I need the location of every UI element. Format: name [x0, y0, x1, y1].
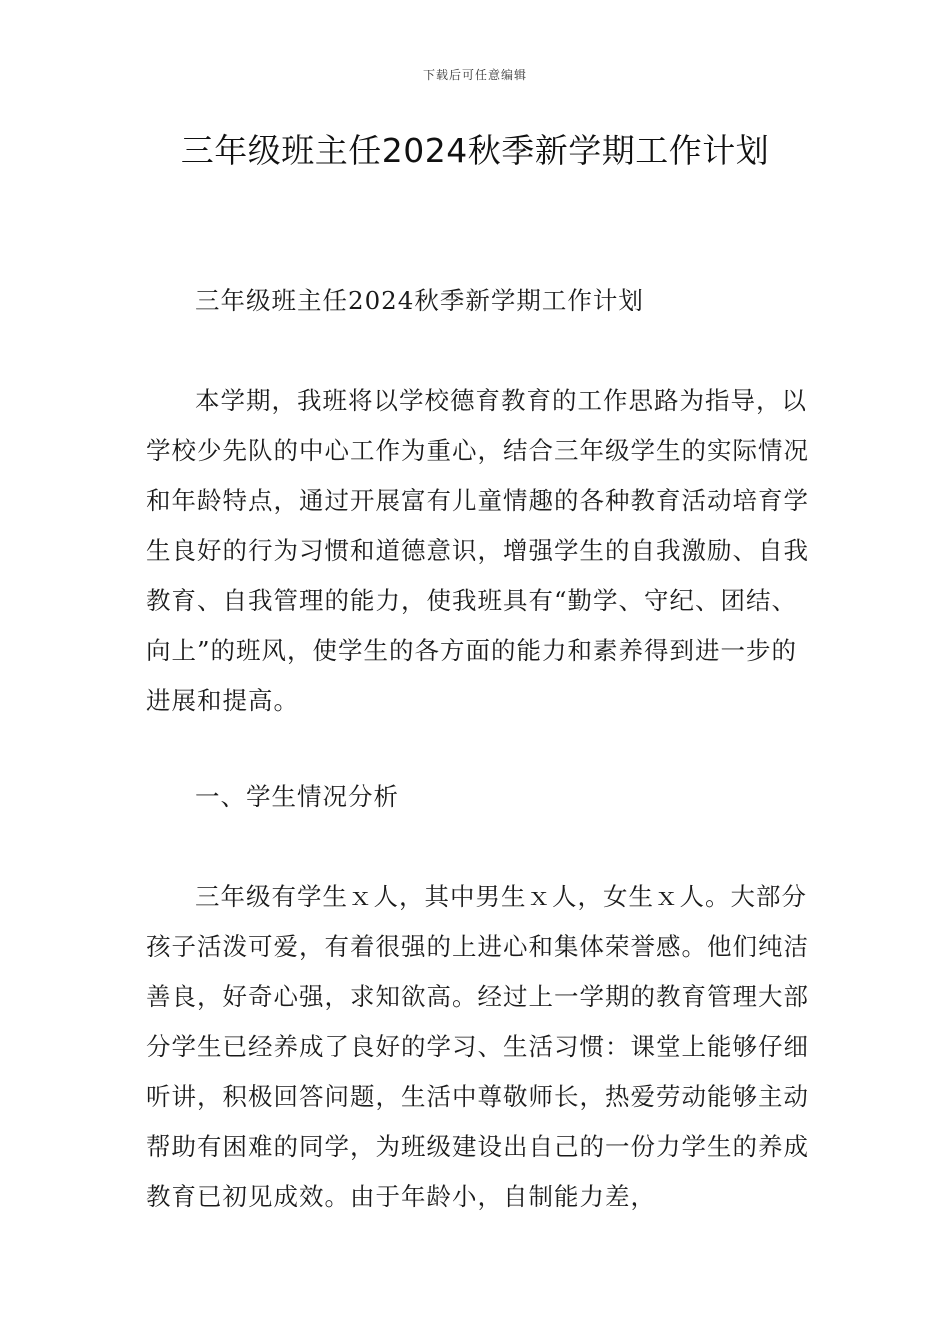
- document-title: 三年级班主任2024秋季新学期工作计划: [180, 131, 770, 170]
- section-heading-student-analysis: 一、学生情况分析: [195, 782, 399, 811]
- document-subtitle-block: [146, 276, 812, 326]
- section-heading-block: [146, 772, 812, 822]
- student-analysis-paragraph-block: [146, 872, 812, 1222]
- document-subtitle: 三年级班主任2024秋季新学期工作计划: [195, 286, 644, 315]
- intro-paragraph-block: [146, 376, 812, 726]
- intro-paragraph: 本学期，我班将以学校德育教育的工作思路为指导，以学校少先队的中心工作为重心，结合三年级学生的实际情况和年龄特点，通过开展富有儿童情趣的各种教育活动培育学生良好的行为习惯和道德意识，增强学生的自我激励、自我教育、自我管理的能力，使我班具有“勤学、守纪、团结、向上”的班风，使学生的各方面的能力和素养得到进一步的进展和提高。: [146, 386, 809, 715]
- header-note: 下载后可任意编辑: [422, 68, 527, 82]
- student-analysis-paragraph: 三年级有学生ｘ人，其中男生ｘ人，女生ｘ人。大部分孩子活泼可爱，有着很强的上进心和集体荣誉感。他们纯洁善良，好奇心强，求知欲高。经过上一学期的教育管理大部分学生已经养成了良好的学习、生活习惯：课堂上能够仔细听讲，积极回答问题，生活中尊敬师长，热爱劳动能够主动帮助有困难的同学，为班级建设出自己的一份力学生的养成教育已初见成效。由于年龄小，自制能力差，: [146, 882, 809, 1211]
